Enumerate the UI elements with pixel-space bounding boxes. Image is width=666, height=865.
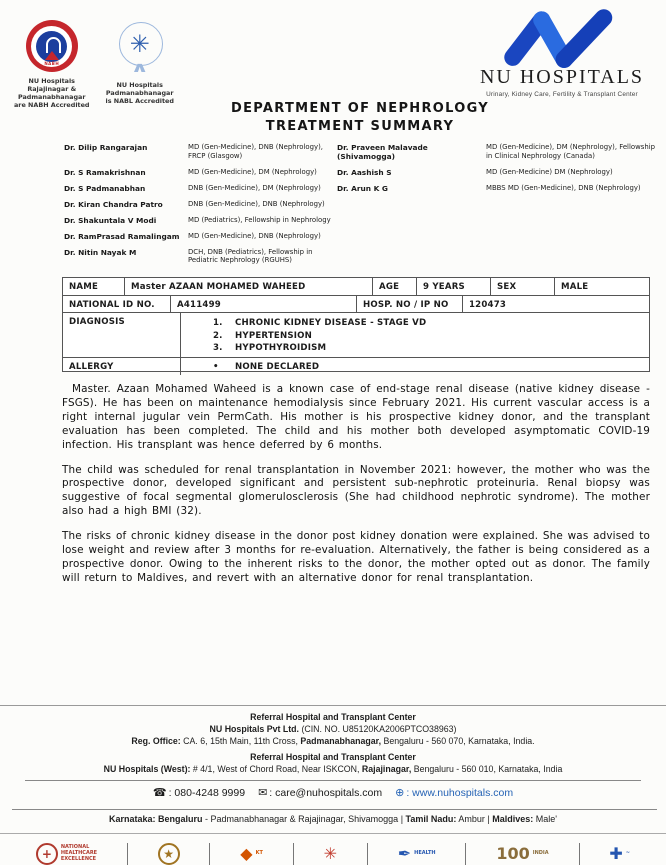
footer-west-block — [0, 752, 666, 776]
allergy-line — [187, 362, 643, 373]
footer-line — [0, 764, 666, 776]
patient-age: 9 YEARS — [417, 278, 491, 295]
allergy-bullet: • — [213, 362, 219, 372]
footer-divider — [0, 705, 666, 706]
logo-label: HEALTH — [414, 850, 436, 857]
nabl-logo-icon — [112, 20, 168, 76]
diagnosis-text: CHRONIC KIDNEY DISEASE - STAGE VD — [235, 318, 427, 328]
logo-glyph: ◆ — [240, 844, 253, 863]
nabh-logo-icon — [26, 20, 78, 72]
text-segment: Bengaluru - 560 070, Karnataka, India. — [381, 735, 535, 746]
caption-line: NU Hospitals — [28, 77, 75, 85]
medical-cross-ecg-logo — [609, 845, 630, 863]
table-row — [63, 358, 649, 371]
logo-glyph: ✒ — [397, 844, 412, 863]
diagnosis-text: HYPERTENSION — [235, 330, 313, 341]
contact-line — [0, 786, 666, 799]
doctor-name: Dr. Praveen Malavade (Shivamogga) — [337, 143, 428, 161]
logo-glyph: ★ — [158, 843, 180, 865]
locations-line — [0, 814, 666, 824]
text-segment: Referral Hospital and Transplant Center — [250, 752, 416, 762]
doctor-row — [337, 143, 657, 161]
doctor-credentials: MD (Gen-Medicine), DNB (Nephrology) — [188, 231, 321, 240]
logo-label: INDIA — [532, 850, 549, 857]
nabh-caption — [14, 77, 90, 109]
doctor-name: Dr. Shakuntala V Modi — [64, 215, 157, 225]
nabh-accreditation — [14, 20, 90, 109]
text-segment: Referral Hospital and Transplant Center — [250, 712, 416, 722]
brand-name: NU HOSPITALS — [479, 66, 645, 88]
doctor-row — [64, 232, 337, 241]
hospital-brand — [474, 6, 650, 98]
logo-divider — [209, 843, 210, 865]
allergy-label: ALLERGY — [63, 358, 181, 375]
logo-divider — [127, 843, 128, 865]
text-segment: | — [484, 814, 493, 824]
doctors-column-right — [337, 143, 657, 272]
allergy-text: NONE DECLARED — [235, 362, 320, 372]
summary-paragraph: The risks of chronic kidney disease in the donor post kidney donation were explained. She was advised to lose weight and review after 3 months for re-evaluation. Alternatively, the father is being considered as a prospective donor. Owing to the inherent risks to the donor, the mother opted out as donor. The family will return to Maldives, and revert with an alternative donor for renal transplantation. — [62, 530, 650, 584]
nabh-logo-text: NABH — [44, 60, 60, 66]
national-healthcare-excellence-logo — [36, 843, 97, 865]
footer-office-block — [0, 712, 666, 747]
floral-emblem-logo — [324, 845, 337, 863]
contact-text: : care@nuhospitals.com — [269, 786, 383, 799]
text-segment: Reg. Office: — [131, 735, 181, 746]
brand-tagline: Urinary, Kidney Care, Fertility & Transplant Center — [486, 91, 638, 98]
table-row — [63, 278, 649, 296]
text-segment: Maldives: — [492, 814, 534, 824]
nabl-caption — [106, 81, 174, 105]
nu-hospitals-logo-icon — [498, 6, 626, 68]
caption-line: are NABH Accredited — [14, 101, 90, 109]
nabh-logo-core — [36, 31, 67, 62]
doctors-column-left — [64, 143, 337, 272]
patient-name: Master AZAAN MOHAMED WAHEED — [125, 278, 373, 295]
diagnosis-item — [187, 317, 643, 330]
doctors-list — [64, 143, 660, 272]
doctor-name: Dr. S Padmanabhan — [64, 183, 146, 193]
logo-divider — [293, 843, 294, 865]
text-segment: Rajajinagar, — [361, 763, 412, 774]
text-segment: Ambur — [456, 814, 485, 824]
doctor-name: Dr. Aashish S — [337, 168, 392, 177]
age-label: AGE — [373, 278, 417, 295]
doctor-credentials: MBBS MD (Gen-Medicine), DNB (Nephrology) — [486, 184, 641, 192]
doctor-credentials: MD (Gen-Medicine), DM (Nephrology) — [188, 167, 317, 176]
diagnosis-label: DIAGNOSIS — [63, 313, 181, 357]
doctor-credentials: DNB (Gen-Medicine), DNB (Nephrology) — [188, 199, 325, 208]
doctor-name: Dr. Kiran Chandra Patro — [64, 199, 163, 209]
logo-label: ~ — [625, 850, 630, 857]
doctor-credentials: MD (Gen-Medicine), DM (Nephrology), Fellowship in Clinical Nephrology (Canada) — [486, 143, 655, 160]
table-row — [63, 296, 649, 313]
text-segment: Padmanabhanagar, — [300, 735, 382, 746]
india-100-logo — [496, 845, 548, 863]
contact-item — [153, 786, 245, 799]
diagnosis-text: HYPOTHYROIDISM — [235, 343, 327, 353]
hosp-no-value: 120473 — [469, 300, 507, 310]
doctor-row — [64, 216, 337, 225]
contact-item — [258, 786, 382, 799]
globe-icon: ⊕ — [395, 787, 405, 799]
caption-line: is NABL Accredited — [105, 97, 174, 105]
doctor-row — [64, 168, 337, 177]
logo-glyph: 100 — [496, 844, 530, 863]
text-segment: Tamil Nadu: — [405, 814, 457, 824]
text-segment: CA. 6, 15th Main, 11th Cross, — [180, 735, 301, 746]
caption-line: Padmanabhanagar — [17, 93, 86, 101]
doctor-row — [64, 143, 337, 161]
nabh-logo-ring — [31, 26, 72, 67]
logo-divider — [465, 843, 466, 865]
national-id-label: NATIONAL ID NO. — [63, 296, 171, 312]
footer-divider — [12, 809, 657, 810]
doctor-credentials: MD (Gen-Medicine), DNB (Nephrology), FRCP (Glasgow) — [188, 143, 323, 160]
table-row — [63, 313, 649, 358]
footer-line — [0, 736, 666, 748]
footer-divider — [0, 833, 666, 834]
logo-divider — [579, 843, 580, 865]
title-line-1: DEPARTMENT OF NEPHROLOGY — [230, 101, 489, 116]
doctor-row — [64, 184, 337, 193]
text-segment: # 4/1, West of Chord Road, Near ISKCON, — [190, 763, 362, 774]
caption-line: Rajajinagar & — [27, 85, 77, 93]
nabl-stand-icon: ∧ — [130, 60, 149, 76]
text-segment: NU Hospitals (West): — [103, 763, 191, 774]
logo-glyph: + — [36, 843, 58, 865]
text-segment: (CIN. NO. U85120KA2006PTCO38963) — [299, 723, 457, 734]
doctor-credentials: DNB (Gen-Medicine), DM (Nephrology) — [188, 183, 321, 192]
footer-line — [0, 712, 666, 724]
diagnosis-number: 1. — [213, 318, 223, 328]
logo-label: NATIONAL HEALTHCARE EXCELLENCE — [60, 844, 98, 862]
partner-logo-strip — [6, 837, 660, 865]
email-icon: ✉ — [258, 787, 268, 799]
doctor-name: Dr. Nitin Nayak M — [64, 247, 137, 257]
nabl-star-icon: ✳ — [129, 30, 150, 58]
allergy-value — [181, 358, 649, 375]
contact-item — [395, 786, 513, 799]
national-id-value: A411499 — [171, 296, 357, 312]
text-segment: Karnataka: Bengaluru — [109, 814, 203, 824]
doctor-row — [337, 168, 657, 177]
contact-text: : 080-4248 9999 — [168, 786, 246, 799]
nabl-accreditation — [106, 20, 174, 105]
accreditation-badges — [14, 20, 174, 109]
summary-body — [62, 383, 650, 597]
doctor-credentials: DCH, DNB (Pediatrics), Fellowship in Pediatric Nephrology (RGUHS) — [188, 247, 313, 265]
award-badge-logo — [158, 843, 180, 865]
text-segment: - Padmanabhanagar & Rajajinagar, Shivamogga — [202, 814, 399, 824]
footer-divider — [25, 780, 641, 781]
doctor-name: Dr. S Ramakrishnan — [64, 167, 146, 177]
hosp-no-label: HOSP. NO / IP NO — [357, 296, 463, 312]
text-segment: Male' — [533, 814, 557, 824]
logo-label: KT — [255, 850, 263, 857]
text-segment: Bengaluru - 560 010, Karnataka, India — [411, 763, 563, 774]
text-segment: | — [398, 814, 406, 824]
doctor-credentials: MD (Gen-Medicine) DM (Nephrology) — [486, 168, 613, 176]
patient-info-table — [62, 277, 650, 372]
title-line-2: TREATMENT SUMMARY — [265, 118, 455, 134]
summary-paragraph: The child was scheduled for renal transplantation in November 2021: however, the mother who was the prospective donor, developed significant and persistent sub-nephrotic proteinuria. Renal biopsy was suggestive of focal segmental glomerulosclerosis (She had childhood nephrotic syndrome). The mother also had a high BMI (32). — [62, 463, 650, 518]
text-segment: NU Hospitals Pvt Ltd. — [209, 723, 299, 734]
caption-line: Padmanabhanagar — [105, 89, 174, 97]
health-walk-logo — [398, 845, 436, 863]
doctor-credentials: MD (Pediatrics), Fellowship in Nephrology — [188, 215, 331, 224]
logo-glyph: ✳ — [323, 844, 338, 863]
diagnosis-number: 2. — [213, 330, 223, 341]
diagnosis-list — [181, 313, 649, 357]
doctor-row — [337, 184, 657, 193]
logo-divider — [367, 843, 368, 865]
footer-line — [0, 752, 666, 764]
summary-paragraph: Master. Azaan Mohamed Waheed is a known case of end-stage renal disease (native kidney disease - FSGS). He has been on maintenance hemodialysis since February 2021. His current vascular access is a right internal jugular vein PermCath. His mother is his prospective kidney donor, and the transplant evaluation has been completed. The child and his mother both developed asymptomatic COVID-19 infection. His transplant was hence deferred by 6 months. — [62, 383, 650, 451]
contact-text: : www.nuhospitals.com — [406, 786, 514, 799]
doctor-name: Dr. RamPrasad Ramalingam — [64, 231, 180, 241]
doctor-name: Dr. Arun K G — [337, 184, 388, 193]
caption-line: NU Hospitals — [116, 81, 163, 89]
sex-label: SEX — [491, 278, 555, 295]
patient-sex: MALE — [561, 282, 589, 292]
phone-icon: ☎ — [152, 787, 167, 799]
diagnosis-number: 3. — [213, 343, 223, 353]
logo-glyph: ✚ — [609, 844, 623, 863]
diagnosis-item — [187, 342, 643, 355]
doctor-name: Dr. Dilip Rangarajan — [64, 143, 148, 152]
doctor-row — [64, 200, 337, 209]
footer-line — [0, 724, 666, 736]
document-title — [215, 100, 505, 135]
name-label: NAME — [63, 278, 125, 295]
doctor-row — [64, 248, 337, 266]
diagnosis-item — [187, 330, 643, 343]
kt-week-india-map-logo — [240, 845, 263, 863]
